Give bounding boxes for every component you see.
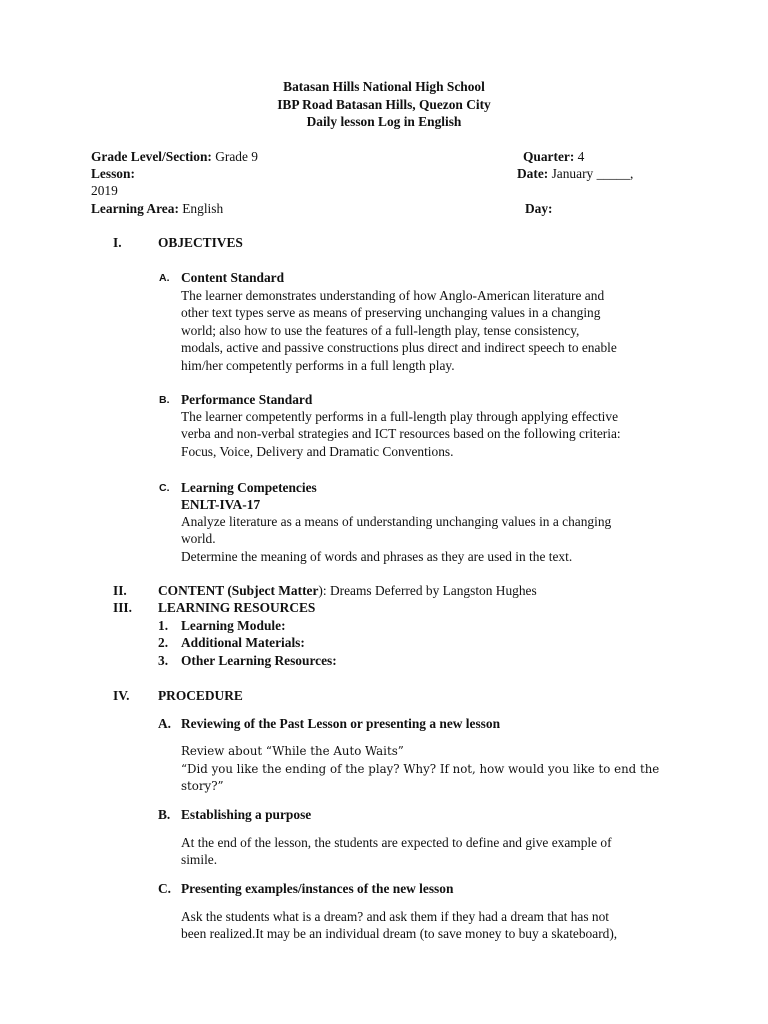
learning-area-row bbox=[91, 200, 223, 217]
content-value: Dreams Deferred by Langston Hughes bbox=[326, 583, 537, 598]
learning-area-label: Learning Area: bbox=[91, 201, 179, 216]
resource-item-label: Other Learning Resources: bbox=[181, 653, 337, 668]
content-standard-line: The learner demonstrates understanding of how Anglo-American literature and bbox=[181, 288, 605, 303]
objectives-heading: OBJECTIVES bbox=[158, 235, 243, 250]
content-standard-heading: Content Standard bbox=[181, 270, 285, 285]
document-title: Daily lesson Log in English bbox=[306, 114, 462, 129]
procedure-b-line: At the end of the lesson, the students are expected to define and give example of bbox=[181, 835, 612, 850]
date-row bbox=[517, 165, 633, 182]
content-standard-text bbox=[181, 287, 681, 374]
procedure-a-line: story?” bbox=[181, 779, 224, 793]
school-address: IBP Road Batasan Hills, Quezon City bbox=[277, 97, 491, 112]
content-heading: CONTENT (Subject Matter bbox=[158, 583, 319, 598]
procedure-b-text bbox=[181, 834, 681, 869]
performance-standard-line: The learner competently performs in a full-length play through applying effective bbox=[181, 409, 619, 424]
grade-value: Grade 9 bbox=[211, 149, 258, 164]
competencies-text bbox=[181, 513, 681, 565]
content-heading-tail: ): bbox=[318, 583, 327, 598]
content-standard-line: modals, active and passive constructions plus direct and indirect speech to enable bbox=[181, 340, 617, 356]
performance-standard-text bbox=[181, 408, 681, 460]
resource-item-label: Learning Module: bbox=[181, 618, 286, 633]
objectives-numeral: I. bbox=[113, 235, 122, 250]
procedure-heading: PROCEDURE bbox=[158, 688, 243, 703]
date-label: Date: bbox=[517, 166, 549, 181]
content-standard-line: world; also how to use the features of a full-length play, tense consistency, bbox=[181, 322, 580, 338]
performance-standard-heading: Performance Standard bbox=[181, 392, 313, 407]
resources-heading: LEARNING RESOURCES bbox=[158, 600, 316, 615]
resource-item-num: 1. bbox=[158, 618, 169, 633]
procedure-a-line: “Did you like the ending of the play? Why? If not, how would you like to end the bbox=[181, 761, 660, 776]
content-standard-letter: A. bbox=[159, 272, 170, 284]
school-name: Batasan Hills National High School bbox=[283, 79, 485, 94]
quarter-row bbox=[523, 148, 584, 165]
competency-code: ENLT-IVA-17 bbox=[181, 497, 261, 512]
year-text: 2019 bbox=[91, 183, 118, 198]
procedure-a-text bbox=[181, 743, 681, 796]
procedure-c-text bbox=[181, 908, 681, 943]
procedure-a-letter: A. bbox=[158, 716, 172, 731]
procedure-numeral: IV. bbox=[113, 688, 130, 703]
procedure-c-line: Ask the students what is a dream? and ask them if they had a dream that has not bbox=[181, 909, 610, 924]
competencies-letter: C. bbox=[159, 482, 170, 494]
content-row bbox=[158, 582, 537, 599]
performance-standard-line: Focus, Voice, Delivery and Dramatic Conventions. bbox=[181, 443, 454, 459]
competency-line: Analyze literature as a means of understanding unchanging values in a changing bbox=[181, 514, 612, 529]
procedure-a-heading: Reviewing of the Past Lesson or presenting a new lesson bbox=[181, 716, 501, 731]
grade-level-row bbox=[91, 148, 258, 165]
procedure-c-line: been realized.It may be an individual dream (to save money to buy a skateboard), bbox=[181, 926, 618, 942]
competency-line: Determine the meaning of words and phrases as they are used in the text. bbox=[181, 548, 573, 564]
performance-standard-line: verba and non-verbal strategies and ICT resources based on the following criteria: bbox=[181, 426, 621, 442]
resources-numeral: III. bbox=[113, 600, 132, 615]
competency-line: world. bbox=[181, 531, 216, 547]
procedure-b-line: simile. bbox=[181, 852, 218, 868]
learning-area-value: English bbox=[178, 201, 224, 216]
quarter-label: Quarter: bbox=[523, 149, 575, 164]
procedure-c-letter: C. bbox=[158, 881, 172, 896]
content-standard-line: other text types serve as means of preserving unchanging values in a changing bbox=[181, 305, 601, 321]
day-label: Day: bbox=[525, 201, 553, 216]
performance-standard-letter: B. bbox=[159, 394, 170, 406]
content-numeral: II. bbox=[113, 583, 127, 598]
content-standard-line: him/her competently performs in a full length play. bbox=[181, 357, 455, 373]
procedure-c-heading: Presenting examples/instances of the new lesson bbox=[181, 881, 454, 896]
procedure-b-heading: Establishing a purpose bbox=[181, 807, 312, 822]
resource-item-label: Additional Materials: bbox=[181, 635, 305, 650]
date-value: January _____, bbox=[548, 166, 634, 181]
resource-item-num: 2. bbox=[158, 635, 169, 650]
quarter-value: 4 bbox=[574, 149, 585, 164]
procedure-a-line: Review about “While the Auto Waits” bbox=[181, 744, 404, 758]
resource-item-num: 3. bbox=[158, 653, 169, 668]
procedure-b-letter: B. bbox=[158, 807, 171, 822]
competencies-heading: Learning Competencies bbox=[181, 480, 317, 495]
grade-label: Grade Level/Section: bbox=[91, 149, 212, 164]
lesson-label: Lesson: bbox=[91, 166, 135, 181]
